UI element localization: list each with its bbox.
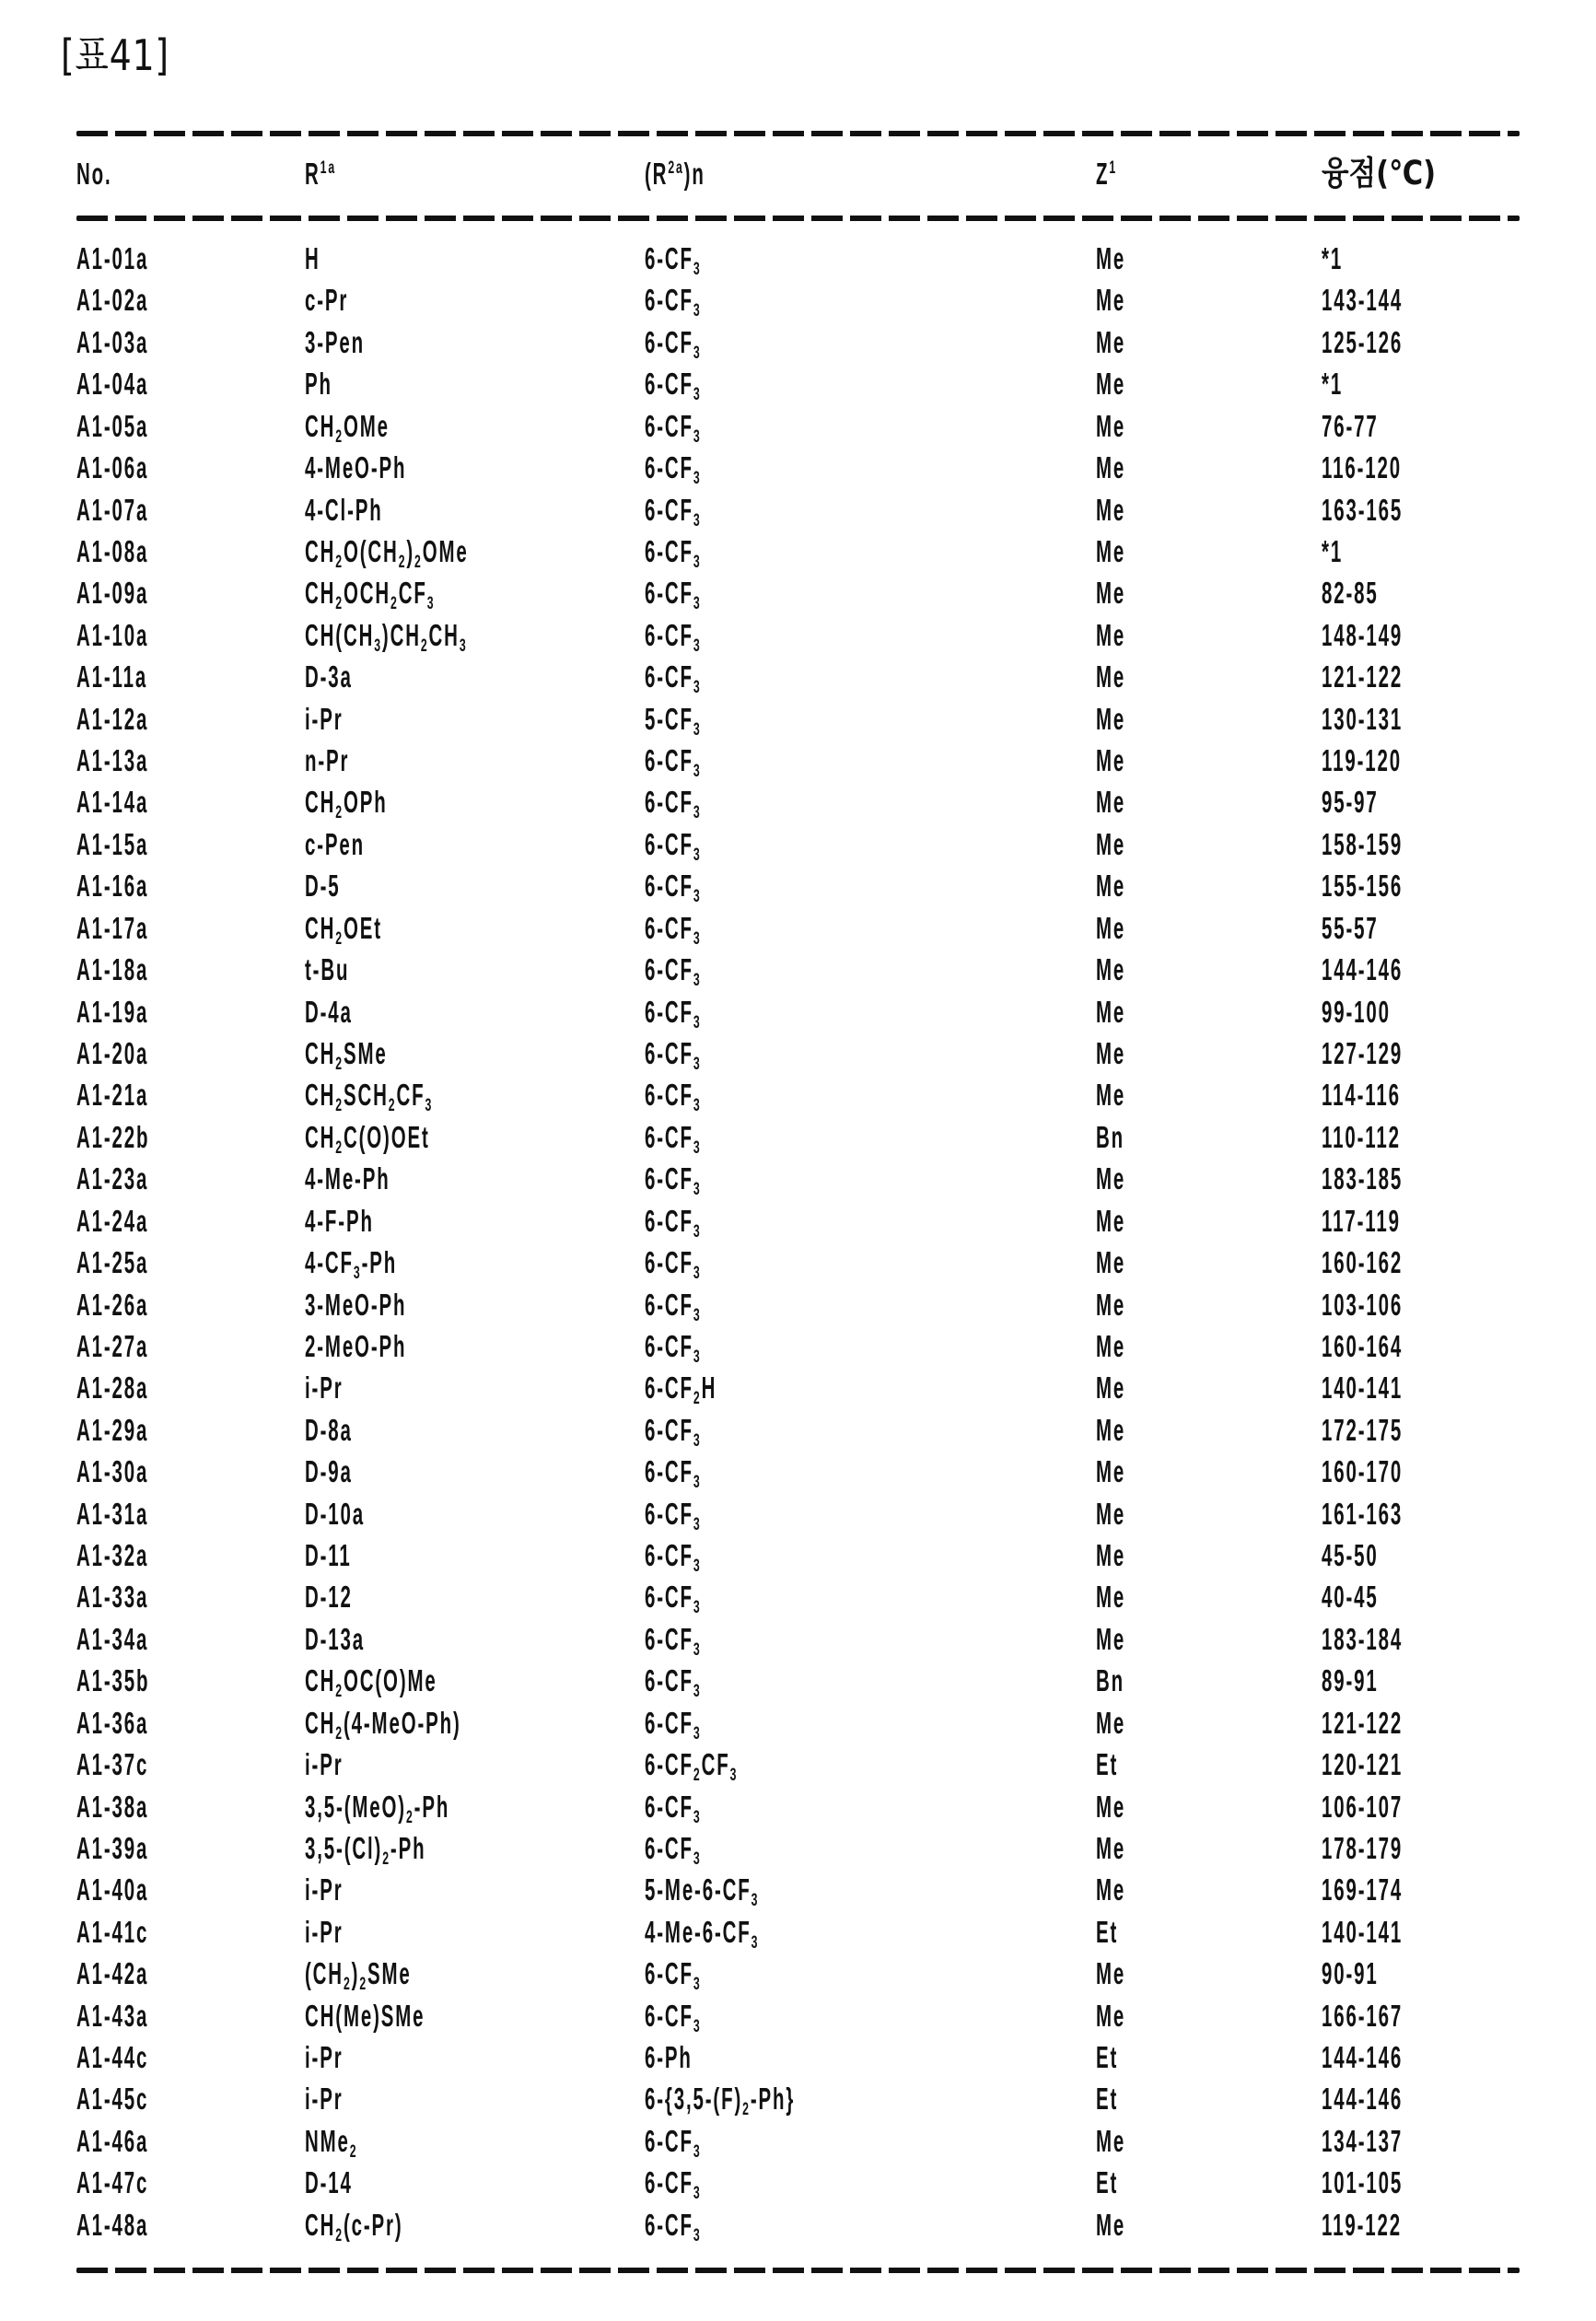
cell-r2an: $6-CF_3$ [645, 1496, 702, 1534]
cell-r2an: $6-CF_3$ [645, 241, 702, 279]
table-row [0, 614, 1596, 656]
table-title: [표41] [61, 30, 169, 80]
cell-r1a: 4-Cl-Ph [305, 492, 383, 527]
cell-no: A1-20a [76, 1035, 149, 1070]
cell-z: Me [1096, 1705, 1126, 1740]
header-melting-point: 융점(℃) [1322, 155, 1437, 192]
cell-melting-point: 90-91 [1322, 1956, 1379, 1991]
cell-melting-point: 169-174 [1322, 1872, 1404, 1907]
cell-melting-point: 99-100 [1322, 994, 1391, 1029]
cell-melting-point: 134-137 [1322, 2123, 1404, 2158]
cell-z: Me [1096, 869, 1126, 904]
table-row [0, 949, 1596, 990]
cell-r1a: D-12 [305, 1580, 353, 1615]
cell-z: Me [1096, 952, 1126, 987]
cell-z: Me [1096, 1035, 1126, 1070]
table-row [0, 1660, 1596, 1701]
cell-r2an: $6-CF_2H$ [645, 1370, 717, 1409]
table-row [0, 1116, 1596, 1158]
cell-no: A1-41c [76, 1914, 149, 1949]
cell-r2an: $6-CF_3$ [645, 994, 702, 1032]
cell-r1a: $CH_2(c-Pr)$ [305, 2207, 403, 2245]
cell-z: Me [1096, 1370, 1126, 1405]
cell-z: Me [1096, 1872, 1126, 1907]
cell-r1a: D-3a [305, 659, 353, 694]
cell-r2an: $6-CF_3$ [645, 1538, 702, 1576]
table-row [0, 740, 1596, 781]
cell-z: Me [1096, 785, 1126, 820]
table-row [0, 1409, 1596, 1451]
cell-z: Me [1096, 1789, 1126, 1824]
cell-melting-point: 45-50 [1322, 1538, 1379, 1573]
cell-z: Me [1096, 1956, 1126, 1991]
cell-r1a: 4-F-Ph [305, 1203, 374, 1238]
cell-r1a: i-Pr [305, 1747, 344, 1782]
cell-z: Me [1096, 994, 1126, 1029]
table-row [0, 1995, 1596, 2036]
cell-r1a: i-Pr [305, 701, 344, 736]
cell-z: Me [1096, 1580, 1126, 1615]
cell-r2an: $6-CF_3$ [645, 1203, 702, 1242]
cell-melting-point: 119-120 [1322, 743, 1402, 778]
cell-z: Me [1096, 576, 1126, 611]
cell-r1a: $4-CF_3-Ph$ [305, 1245, 398, 1284]
cell-r2an: $6-CF_3$ [645, 1161, 702, 1200]
cell-r1a: CH(Me)SMe [305, 1998, 425, 2033]
cell-no: A1-30a [76, 1454, 149, 1489]
table-row [0, 1284, 1596, 1325]
table-row [0, 2036, 1596, 2078]
header-z: $Z^1$ [1096, 157, 1118, 191]
cell-melting-point: 158-159 [1322, 826, 1404, 861]
cell-z: Bn [1096, 1119, 1124, 1154]
cell-r1a: D-5 [305, 869, 341, 904]
cell-melting-point: 161-163 [1322, 1496, 1404, 1531]
cell-melting-point: 127-129 [1322, 1035, 1404, 1070]
cell-r2an: $6-CF_3$ [645, 367, 702, 405]
cell-r2an: $6-CF_3$ [645, 1454, 702, 1493]
cell-r2an: $6-CF_3$ [645, 910, 702, 949]
table-row [0, 991, 1596, 1032]
cell-no: A1-35b [76, 1663, 150, 1698]
table-row [0, 823, 1596, 865]
cell-r2an: $6-CF_3$ [645, 2207, 702, 2245]
cell-no: A1-01a [76, 241, 149, 275]
cell-r1a: i-Pr [305, 2040, 344, 2075]
cell-no: A1-14a [76, 785, 149, 820]
cell-z: Et [1096, 1747, 1119, 1782]
cell-no: A1-26a [76, 1287, 149, 1322]
cell-r1a: NMe$_2$ [305, 2123, 358, 2162]
cell-no: A1-36a [76, 1705, 149, 1740]
cell-z: Me [1096, 1328, 1126, 1363]
cell-melting-point: 76-77 [1322, 408, 1379, 443]
cell-melting-point: 178-179 [1322, 1830, 1404, 1865]
cell-no: A1-39a [76, 1830, 149, 1865]
cell-r1a: 3-MeO-Ph [305, 1287, 407, 1322]
cell-z: Me [1096, 1454, 1126, 1489]
cell-z: Me [1096, 324, 1126, 359]
table-row [0, 572, 1596, 613]
cell-no: A1-17a [76, 910, 149, 945]
cell-r1a: D-11 [305, 1538, 352, 1573]
cell-r2an: $6-CF_3$ [645, 533, 702, 572]
cell-melting-point: 163-165 [1322, 492, 1404, 527]
cell-melting-point: 148-149 [1322, 617, 1404, 652]
cell-melting-point: 160-164 [1322, 1328, 1404, 1363]
table-row [0, 405, 1596, 447]
cell-r2an: $5-Me-6-CF_3$ [645, 1872, 760, 1911]
cell-z: Me [1096, 1538, 1126, 1573]
header-r1a: $R^{1a}$ [305, 157, 337, 191]
top-rule [76, 131, 1520, 136]
table-row [0, 1158, 1596, 1199]
cell-r1a: D-10a [305, 1496, 366, 1531]
cell-no: A1-23a [76, 1161, 149, 1196]
cell-no: A1-33a [76, 1580, 149, 1615]
cell-no: A1-24a [76, 1203, 149, 1238]
table-row [0, 1200, 1596, 1242]
cell-melting-point: 140-141 [1322, 1914, 1404, 1949]
cell-r1a: n-Pr [305, 743, 350, 778]
cell-no: A1-45c [76, 2082, 149, 2117]
cell-melting-point: *1 [1322, 367, 1344, 402]
cell-r2an: $6-CF_3$ [645, 1412, 702, 1451]
cell-no: A1-47c [76, 2165, 149, 2200]
cell-melting-point: 106-107 [1322, 1789, 1404, 1824]
cell-no: A1-42a [76, 1956, 149, 1991]
cell-melting-point: 121-122 [1322, 1705, 1404, 1740]
cell-z: Me [1096, 408, 1126, 443]
cell-melting-point: 144-146 [1322, 2082, 1404, 2117]
table-row [0, 1367, 1596, 1408]
cell-r2an: $6-CF_3$ [645, 1245, 702, 1284]
cell-no: A1-22b [76, 1119, 150, 1154]
cell-no: A1-03a [76, 324, 149, 359]
cell-z: Me [1096, 2207, 1126, 2242]
cell-r1a: $CH(CH_3)CH_2CH_3$ [305, 617, 468, 656]
cell-melting-point: 121-122 [1322, 659, 1404, 694]
cell-z: Me [1096, 1830, 1126, 1865]
cell-melting-point: 103-106 [1322, 1287, 1404, 1322]
cell-r1a: D-8a [305, 1412, 353, 1447]
cell-r2an: $6-CF_3$ [645, 1035, 702, 1074]
cell-no: A1-27a [76, 1328, 149, 1363]
cell-melting-point: 125-126 [1322, 324, 1404, 359]
cell-melting-point: 130-131 [1322, 701, 1404, 736]
cell-r2an: $6-CF_3$ [645, 785, 702, 823]
cell-no: A1-10a [76, 617, 149, 652]
table-row [0, 363, 1596, 404]
table-row [0, 1451, 1596, 1492]
cell-r1a: 3-Pen [305, 324, 366, 359]
cell-r1a: $CH_2OPh$ [305, 785, 388, 823]
cell-melting-point: 110-112 [1322, 1119, 1401, 1154]
cell-melting-point: 119-122 [1322, 2207, 1402, 2242]
cell-r1a: t-Bu [305, 952, 350, 987]
cell-melting-point: 183-185 [1322, 1161, 1404, 1196]
cell-z: Me [1096, 283, 1126, 318]
table-row [0, 656, 1596, 697]
cell-r2an: $6-CF_3$ [645, 2165, 702, 2204]
table-row [0, 1618, 1596, 1660]
table-row [0, 2162, 1596, 2203]
cell-r2an: $6-CF_3$ [645, 1956, 702, 1995]
cell-melting-point: 172-175 [1322, 1412, 1404, 1447]
cell-z: Me [1096, 743, 1126, 778]
table-row [0, 698, 1596, 740]
cell-melting-point: 40-45 [1322, 1580, 1379, 1615]
cell-no: A1-16a [76, 869, 149, 904]
cell-melting-point: 95-97 [1322, 785, 1379, 820]
cell-r2an: $6-CF_2CF_3$ [645, 1747, 739, 1786]
cell-no: A1-12a [76, 701, 149, 736]
cell-r2an: $6-CF_3$ [645, 743, 702, 781]
cell-r2an: $6-CF_3$ [645, 1663, 702, 1702]
cell-melting-point: 120-121 [1322, 1747, 1404, 1782]
cell-no: A1-15a [76, 826, 149, 861]
table-row [0, 1242, 1596, 1283]
cell-no: A1-07a [76, 492, 149, 527]
cell-z: Me [1096, 1496, 1126, 1531]
cell-r2an: 6-Ph [645, 2040, 693, 2075]
cell-no: A1-13a [76, 743, 149, 778]
cell-r2an: $6-CF_3$ [645, 1789, 702, 1827]
cell-r1a: 4-Me-Ph [305, 1161, 390, 1196]
cell-z: Me [1096, 1412, 1126, 1447]
cell-no: A1-25a [76, 1245, 149, 1280]
cell-no: A1-04a [76, 367, 149, 402]
cell-r2an: $6-CF_3$ [645, 1119, 702, 1158]
cell-r2an: $6-CF_3$ [645, 952, 702, 991]
table-row [0, 1493, 1596, 1534]
cell-z: Me [1096, 617, 1126, 652]
cell-r2an: $6-CF_3$ [645, 617, 702, 656]
cell-no: A1-43a [76, 1998, 149, 2033]
cell-melting-point: 166-167 [1322, 1998, 1404, 2033]
cell-no: A1-05a [76, 408, 149, 443]
cell-no: A1-34a [76, 1621, 149, 1656]
header-rule [76, 216, 1520, 221]
table-row [0, 238, 1596, 279]
cell-no: A1-08a [76, 533, 149, 568]
cell-r1a: $CH_2C(O)OEt$ [305, 1119, 430, 1158]
table-row [0, 1744, 1596, 1785]
table-row [0, 1534, 1596, 1576]
table-row [0, 279, 1596, 321]
cell-r2an: $5-CF_3$ [645, 701, 702, 740]
cell-r1a: 2-MeO-Ph [305, 1328, 407, 1363]
cell-r1a: $CH_2SMe$ [305, 1035, 388, 1074]
cell-r1a: $3,5-(MeO)_2-Ph$ [305, 1789, 450, 1827]
cell-z: Me [1096, 1245, 1126, 1280]
cell-z: Et [1096, 2082, 1119, 2117]
cell-r1a: $CH_2O(CH_2)_2OMe$ [305, 533, 469, 572]
cell-r2an: $6-CF_3$ [645, 283, 702, 321]
cell-r2an: $6-CF_3$ [645, 659, 702, 698]
cell-no: A1-32a [76, 1538, 149, 1573]
cell-r1a: $(CH_2)_2SMe$ [305, 1956, 412, 1995]
table-row [0, 781, 1596, 822]
cell-r2an: $6-CF_3$ [645, 1287, 702, 1325]
cell-r1a: $CH_2SCH_2CF_3$ [305, 1078, 434, 1116]
cell-r1a: $CH_2OEt$ [305, 910, 382, 949]
cell-no: A1-38a [76, 1789, 149, 1824]
table-header-row [0, 153, 1596, 194]
cell-melting-point: 144-146 [1322, 2040, 1404, 2075]
cell-melting-point: *1 [1322, 533, 1344, 568]
cell-r2an: $6-CF_3$ [645, 408, 702, 447]
table-row [0, 1074, 1596, 1115]
table-row [0, 1325, 1596, 1367]
cell-r1a: c-Pen [305, 826, 366, 861]
cell-z: Et [1096, 2040, 1119, 2075]
cell-melting-point: 160-170 [1322, 1454, 1404, 1489]
cell-r2an: $6-CF_3$ [645, 492, 702, 531]
table-row [0, 1032, 1596, 1074]
cell-z: Me [1096, 910, 1126, 945]
cell-r1a: $CH_2OC(O)Me$ [305, 1663, 437, 1702]
cell-r2an: $6-CF_3$ [645, 1705, 702, 1744]
cell-z: Me [1096, 1078, 1126, 1113]
cell-r1a: i-Pr [305, 1370, 344, 1405]
cell-r2an: $6-CF_3$ [645, 1328, 702, 1367]
cell-r1a: $3,5-(Cl)_2-Ph$ [305, 1830, 426, 1869]
cell-r1a: $CH_2OCH_2CF_3$ [305, 576, 436, 614]
cell-r2an: $6-CF_3$ [645, 1998, 702, 2036]
cell-melting-point: 160-162 [1322, 1245, 1404, 1280]
cell-melting-point: 117-119 [1322, 1203, 1401, 1238]
table-row [0, 2204, 1596, 2245]
cell-no: A1-09a [76, 576, 149, 611]
cell-melting-point: 89-91 [1322, 1663, 1379, 1698]
cell-z: Me [1096, 1161, 1126, 1196]
cell-r2an: $6-\{3,5-(F)_2-Ph\}$ [645, 2082, 796, 2120]
cell-r1a: 4-MeO-Ph [305, 450, 407, 485]
table-row [0, 1869, 1596, 1910]
cell-melting-point: 183-184 [1322, 1621, 1404, 1656]
cell-melting-point: 101-105 [1322, 2165, 1404, 2200]
table-row [0, 447, 1596, 488]
cell-z: Et [1096, 2165, 1119, 2200]
table-row [0, 1576, 1596, 1617]
cell-r2an: $6-CF_3$ [645, 1078, 702, 1116]
table-row [0, 1827, 1596, 1869]
cell-z: Me [1096, 826, 1126, 861]
cell-r1a: c-Pr [305, 283, 349, 318]
table-row [0, 489, 1596, 531]
cell-no: A1-48a [76, 2207, 149, 2242]
cell-no: A1-02a [76, 283, 149, 318]
cell-melting-point: 82-85 [1322, 576, 1379, 611]
table-row [0, 1702, 1596, 1744]
cell-z: Me [1096, 659, 1126, 694]
table-row [0, 2078, 1596, 2119]
cell-no: A1-21a [76, 1078, 149, 1113]
cell-z: Bn [1096, 1663, 1124, 1698]
cell-r2an: $4-Me-6-CF_3$ [645, 1914, 760, 1953]
cell-z: Me [1096, 701, 1126, 736]
cell-no: A1-19a [76, 994, 149, 1029]
cell-r2an: $6-CF_3$ [645, 2123, 702, 2162]
cell-melting-point: 140-141 [1322, 1370, 1404, 1405]
cell-r1a: D-4a [305, 994, 353, 1029]
cell-no: A1-28a [76, 1370, 149, 1405]
cell-z: Me [1096, 1998, 1126, 2033]
bottom-rule [76, 2268, 1520, 2273]
cell-melting-point: 116-120 [1322, 450, 1402, 485]
cell-no: A1-40a [76, 1872, 149, 1907]
table-row [0, 1953, 1596, 1994]
cell-no: A1-46a [76, 2123, 149, 2158]
cell-melting-point: 114-116 [1322, 1078, 1401, 1113]
cell-r2an: $6-CF_3$ [645, 324, 702, 363]
cell-z: Me [1096, 1203, 1126, 1238]
cell-r1a: $CH_2(4-MeO-Ph)$ [305, 1705, 461, 1744]
cell-z: Me [1096, 533, 1126, 568]
cell-no: A1-31a [76, 1496, 149, 1531]
cell-r2an: $6-CF_3$ [645, 1580, 702, 1618]
cell-no: A1-18a [76, 952, 149, 987]
table-row [0, 865, 1596, 906]
cell-r1a: D-9a [305, 1454, 353, 1489]
header-r2an: $(R^{2a})n$ [645, 157, 705, 191]
table-row [0, 321, 1596, 363]
cell-z: Me [1096, 450, 1126, 485]
cell-melting-point: 55-57 [1322, 910, 1379, 945]
cell-z: Me [1096, 241, 1126, 275]
cell-z: Me [1096, 492, 1126, 527]
cell-z: Me [1096, 2123, 1126, 2158]
cell-melting-point: 144-146 [1322, 952, 1404, 987]
cell-z: Me [1096, 1287, 1126, 1322]
cell-r1a: H [305, 241, 320, 275]
cell-z: Me [1096, 1621, 1126, 1656]
cell-z: Et [1096, 1914, 1119, 1949]
cell-r2an: $6-CF_3$ [645, 450, 702, 489]
cell-r2an: $6-CF_3$ [645, 1621, 702, 1660]
table-row [0, 907, 1596, 949]
cell-no: A1-06a [76, 450, 149, 485]
cell-no: A1-44c [76, 2040, 149, 2075]
cell-r1a: i-Pr [305, 1872, 344, 1907]
cell-melting-point: 155-156 [1322, 869, 1404, 904]
table-row [0, 1911, 1596, 1953]
cell-z: Me [1096, 367, 1126, 402]
cell-r1a: D-13a [305, 1621, 366, 1656]
cell-r1a: $CH_2OMe$ [305, 408, 390, 447]
header-no: No. [76, 157, 112, 191]
cell-no: A1-11a [76, 659, 148, 694]
cell-r2an: $6-CF_3$ [645, 826, 702, 865]
cell-r2an: $6-CF_3$ [645, 869, 702, 907]
cell-no: A1-29a [76, 1412, 149, 1447]
cell-r1a: D-14 [305, 2165, 353, 2200]
table-row [0, 2120, 1596, 2162]
cell-r2an: $6-CF_3$ [645, 576, 702, 614]
cell-r2an: $6-CF_3$ [645, 1830, 702, 1869]
table-row [0, 531, 1596, 572]
cell-no: A1-37c [76, 1747, 149, 1782]
cell-r1a: i-Pr [305, 2082, 344, 2117]
cell-r1a: Ph [305, 367, 332, 402]
cell-r1a: i-Pr [305, 1914, 344, 1949]
table-row [0, 1786, 1596, 1827]
cell-melting-point: 143-144 [1322, 283, 1404, 318]
cell-melting-point: *1 [1322, 241, 1344, 275]
